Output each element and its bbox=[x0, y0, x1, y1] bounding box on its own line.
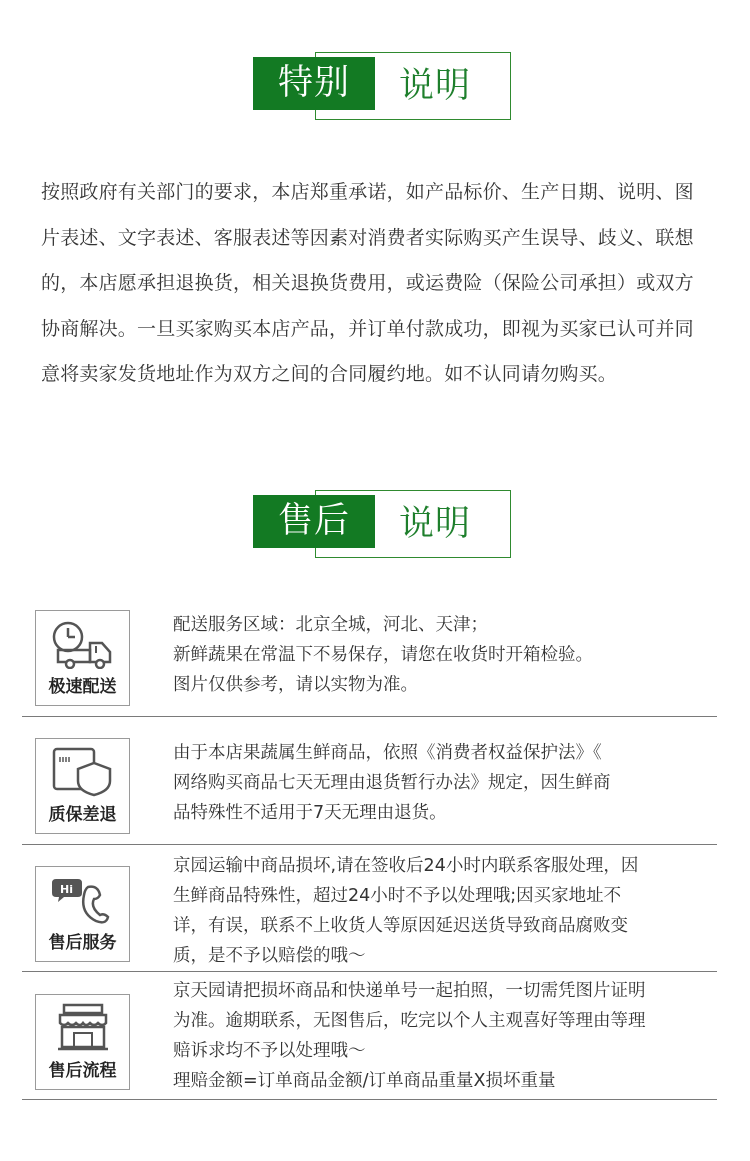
special-title bbox=[253, 52, 511, 120]
section-label: 质保差退 bbox=[48, 805, 117, 825]
section-card-process bbox=[35, 994, 130, 1090]
section-line: 生鲜商品特殊性，超过24小时不予以处理哦;因买家地址不 bbox=[173, 886, 622, 906]
section-label: 极速配送 bbox=[48, 677, 117, 697]
svg-text:Hi: Hi bbox=[60, 883, 73, 896]
divider bbox=[22, 971, 717, 972]
section-label: 售后服务 bbox=[48, 933, 117, 953]
section-line: 品特殊性不适用于7天无理由退货。 bbox=[173, 803, 447, 823]
section-card-warranty bbox=[35, 738, 130, 834]
title-tag: 特别 bbox=[253, 57, 375, 110]
section-line: 理赔金额=订单商品金额/订单商品重量X损坏重量 bbox=[173, 1071, 556, 1091]
section-line: 质，是不予以赔偿的哦～ bbox=[173, 946, 366, 966]
section-line: 配送服务区域：北京全城，河北、天津； bbox=[173, 615, 488, 635]
section-text-process bbox=[173, 976, 718, 1096]
delivery-truck-clock-icon bbox=[48, 617, 118, 669]
aftersale-title bbox=[253, 490, 511, 558]
title-word: 说明 bbox=[399, 66, 472, 106]
shop-storefront-icon bbox=[48, 1001, 118, 1053]
section-line: 网络购买商品七天无理由退货暂行办法》规定，因生鲜商 bbox=[173, 773, 611, 793]
section-text-service bbox=[173, 851, 718, 971]
section-line: 由于本店果蔬属生鲜商品，依照《消费者权益保护法》《 bbox=[173, 743, 602, 763]
section-label: 售后流程 bbox=[48, 1061, 117, 1081]
section-line: 图片仅供参考，请以实物为准。 bbox=[173, 675, 418, 695]
section-line: 为准。逾期联系，无图售后，吃完以个人主观喜好等理由等理 bbox=[173, 1011, 646, 1031]
divider bbox=[22, 1099, 717, 1100]
hi-phone-icon bbox=[48, 873, 118, 925]
section-card-delivery bbox=[35, 610, 130, 706]
divider bbox=[22, 716, 717, 717]
section-text-delivery bbox=[173, 610, 718, 700]
divider bbox=[22, 844, 717, 845]
title-tag: 售后 bbox=[253, 495, 375, 548]
section-line: 京园运输中商品损坏,请在签收后24小时内联系客服处理，因 bbox=[173, 856, 639, 876]
section-line: 赔诉求均不予以处理哦～ bbox=[173, 1041, 366, 1061]
special-paragraph: 按照政府有关部门的要求，本店郑重承诺，如产品标价、生产日期、说明、图片表述、文字表述、客服表述等因素对消费者实际购买产生误导、歧义、联想的，本店愿承担退换货，相关退换货费用，或运费险（保险公司承担）或双方协商解决。一旦买家购买本店产品，并订单付款成功，即视为买家已认可并同意将卖家发货地址作为双方之间的合同履约地。如不认同请勿购买。 bbox=[41, 181, 694, 385]
section-line: 详，有误，联系不上收货人等原因延迟送货导致商品腐败变 bbox=[173, 916, 628, 936]
section-text-warranty bbox=[173, 738, 718, 828]
title-word: 说明 bbox=[399, 504, 472, 544]
section-card-service bbox=[35, 866, 130, 962]
section-line: 新鲜蔬果在常温下不易保存，请您在收货时开箱检验。 bbox=[173, 645, 593, 665]
card-shield-icon bbox=[48, 745, 118, 797]
section-line: 京天园请把损坏商品和快递单号一起拍照，一切需凭图片证明 bbox=[173, 981, 646, 1001]
